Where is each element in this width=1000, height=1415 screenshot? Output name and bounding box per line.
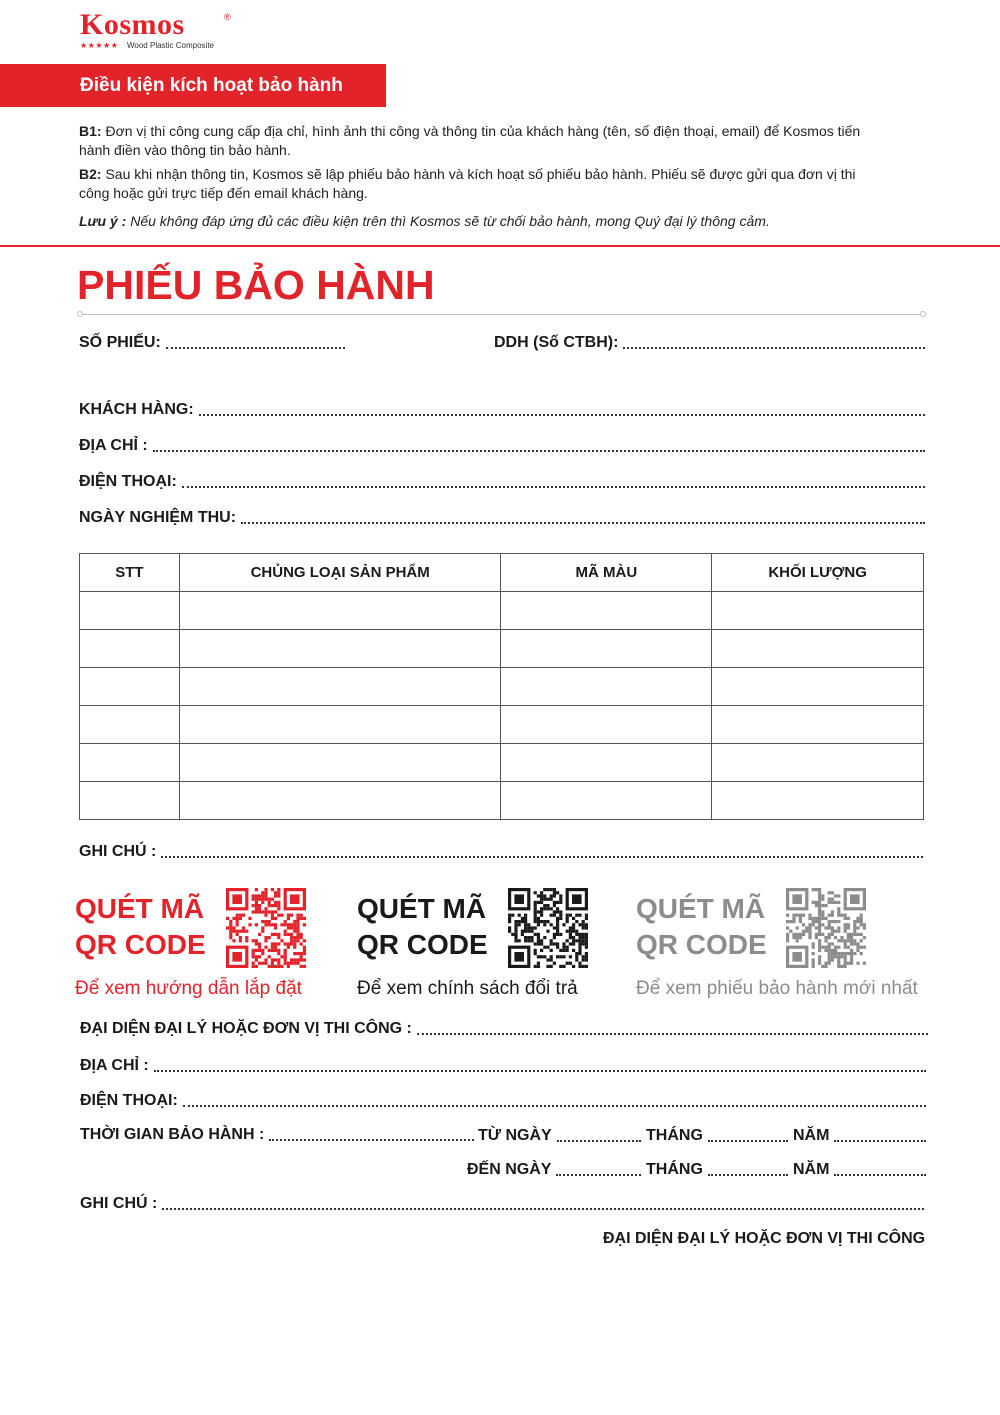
so-phieu-label: SỐ PHIẾU: [79, 334, 161, 351]
den-nam-label: NĂM [793, 1161, 830, 1178]
dia-chi-field[interactable] [79, 434, 925, 456]
dai-dien-label: ĐẠI DIỆN ĐẠI LÝ HOẶC ĐƠN VỊ THI CÔNG : [80, 1020, 412, 1037]
dealer-dia-chi-field[interactable] [80, 1054, 926, 1076]
ddh-dots [623, 347, 925, 349]
dai-dien-field[interactable] [80, 1017, 928, 1039]
tu-thang-field[interactable] [646, 1124, 788, 1146]
table-cell[interactable] [80, 630, 180, 668]
header-color-code: MÃ MÀU [501, 554, 712, 592]
dia-chi-label: ĐỊA CHỈ : [79, 437, 148, 454]
table-row [80, 592, 924, 630]
dealer-dien-thoai-label: ĐIỆN THOẠI: [80, 1092, 178, 1109]
step-2-label: B2: [79, 166, 102, 182]
table-cell[interactable] [501, 668, 712, 706]
table-cell[interactable] [501, 706, 712, 744]
dealer-dia-chi-label: ĐỊA CHỈ : [80, 1057, 149, 1074]
table-cell[interactable] [179, 744, 501, 782]
qr-block-warranty [636, 891, 767, 963]
dien-thoai-dots [182, 486, 925, 488]
condition-note [79, 212, 899, 230]
tu-nam-field[interactable] [793, 1124, 926, 1146]
table-cell[interactable] [80, 782, 180, 820]
tu-ngay-dots [557, 1140, 641, 1142]
dealer-ghi-chu-label: GHI CHÚ : [80, 1195, 158, 1212]
signature-label: ĐẠI DIỆN ĐẠI LÝ HOẶC ĐƠN VỊ THI CÔNG [603, 1230, 926, 1247]
so-phieu-field[interactable] [79, 331, 345, 353]
den-ngay-field[interactable] [467, 1158, 641, 1180]
qr-scan-line: QUÉT MÃ [75, 893, 205, 924]
rule-end-left [77, 311, 83, 317]
dealer-dia-chi-dots [154, 1070, 926, 1072]
thoi-gian-dots [269, 1139, 474, 1141]
table-row [80, 782, 924, 820]
ngay-nghiem-thu-field[interactable] [79, 506, 925, 528]
table-cell[interactable] [80, 592, 180, 630]
note-label: Lưu ý : [79, 213, 127, 229]
dealer-dien-thoai-dots [183, 1105, 926, 1107]
table-row [80, 630, 924, 668]
qr-block-return [357, 891, 488, 963]
tu-thang-label: THÁNG [646, 1127, 703, 1144]
table-cell[interactable] [80, 706, 180, 744]
dealer-dien-thoai-field[interactable] [80, 1089, 926, 1111]
conditions-banner-title: Điều kiện kích hoạt bảo hành [80, 75, 343, 96]
dealer-ghi-chu-field[interactable] [80, 1192, 924, 1214]
table-cell[interactable] [179, 592, 501, 630]
ngay-nghiem-thu-label: NGÀY NGHIỆM THU: [79, 509, 237, 526]
dia-chi-dots [153, 450, 925, 452]
logo-stars: ★★★★★ [80, 41, 119, 50]
den-nam-dots [834, 1174, 926, 1176]
logo-tagline: Wood Plastic Composite [127, 41, 214, 50]
table-cell[interactable] [80, 744, 180, 782]
khach-hang-dots [199, 414, 925, 416]
section-divider [0, 245, 1000, 247]
ddh-label: DDH (Số CTBH): [494, 334, 619, 351]
tu-nam-dots [834, 1140, 926, 1142]
den-ngay-dots [556, 1174, 641, 1176]
tu-thang-dots [708, 1140, 788, 1142]
table-cell[interactable] [712, 592, 924, 630]
step-1-label: B1: [79, 123, 102, 139]
step-1-text: Đơn vị thi công cung cấp địa chỉ, hình ảnh thi công và thông tin của khách hàng (tên, số điện thoại, email) để Kosmos tiến hành điền vào thông tin bảo hành. [79, 123, 861, 158]
tu-ngay-label: TỪ NGÀY [478, 1127, 552, 1144]
khach-hang-field[interactable] [79, 398, 925, 420]
qr-block-install [75, 891, 206, 963]
dien-thoai-label: ĐIỆN THOẠI: [79, 473, 177, 490]
header-stt: STT [80, 554, 180, 592]
condition-step-2 [79, 165, 879, 202]
table-row [80, 668, 924, 706]
qr-code-return-icon[interactable] [508, 888, 588, 968]
table-cell[interactable] [501, 744, 712, 782]
qr-code-install-icon[interactable] [226, 888, 306, 968]
table-cell[interactable] [80, 668, 180, 706]
table-cell[interactable] [501, 592, 712, 630]
qr-caption-install: Để xem hướng dẫn lắp đặt [75, 978, 302, 999]
table-cell[interactable] [179, 630, 501, 668]
qr-scan-line: QUÉT MÃ [357, 893, 487, 924]
ghi-chu-dots [161, 856, 923, 858]
note-text: Nếu không đáp ứng đủ các điều kiện trên thì Kosmos sẽ từ chối bảo hành, mong Quý đại lý thông cảm. [126, 213, 770, 229]
table-cell[interactable] [179, 668, 501, 706]
dien-thoai-field[interactable] [79, 470, 925, 492]
title-underline [80, 314, 926, 315]
form-title: PHIẾU BẢO HÀNH [77, 262, 435, 308]
registered-mark: ® [224, 12, 231, 22]
so-phieu-dots [166, 347, 345, 349]
table-cell[interactable] [712, 668, 924, 706]
ghi-chu-field[interactable] [79, 840, 923, 862]
den-thang-dots [708, 1174, 788, 1176]
thoi-gian-field[interactable] [80, 1123, 474, 1145]
header-quantity: KHỐI LƯỢNG [712, 554, 924, 592]
table-cell[interactable] [712, 744, 924, 782]
dealer-ghi-chu-dots [162, 1208, 924, 1210]
thoi-gian-label: THỜI GIAN BẢO HÀNH : [80, 1126, 265, 1143]
tu-nam-label: NĂM [793, 1127, 830, 1144]
table-cell[interactable] [712, 630, 924, 668]
tu-ngay-field[interactable] [478, 1124, 641, 1146]
table-cell[interactable] [179, 782, 501, 820]
step-2-text: Sau khi nhận thông tin, Kosmos sẽ lập phiếu bảo hành và kích hoạt số phiếu bảo hành. Phiếu sẽ được gửi qua đơn vị thi công hoặc gửi trực tiếp đến email khách hàng. [79, 166, 856, 201]
den-ngay-label: ĐẾN NGÀY [467, 1161, 552, 1178]
qr-code-line: QR CODE [75, 929, 206, 960]
table-cell[interactable] [501, 630, 712, 668]
qr-caption-warranty: Để xem phiếu bảo hành mới nhất [636, 978, 918, 999]
den-thang-field[interactable] [646, 1158, 788, 1180]
brand-logo: Kosmos [80, 8, 185, 41]
qr-code-warranty-icon[interactable] [786, 888, 866, 968]
qr-caption-return: Để xem chính sách đổi trả [357, 978, 578, 999]
ngay-nghiem-thu-dots [241, 522, 925, 524]
ddh-field[interactable] [494, 331, 925, 353]
table-cell[interactable] [501, 782, 712, 820]
rule-end-right [920, 311, 926, 317]
table-cell[interactable] [179, 706, 501, 744]
dai-dien-dots [417, 1033, 928, 1035]
table-row [80, 744, 924, 782]
table-header-row [80, 554, 924, 592]
header-product-type: CHỦNG LOẠI SẢN PHẨM [179, 554, 501, 592]
qr-code-line: QR CODE [636, 929, 767, 960]
den-nam-field[interactable] [793, 1158, 926, 1180]
qr-code-line: QR CODE [357, 929, 488, 960]
table-cell[interactable] [712, 782, 924, 820]
product-table [79, 553, 924, 820]
table-row [80, 706, 924, 744]
qr-scan-line: QUÉT MÃ [636, 893, 766, 924]
condition-step-1 [79, 122, 879, 159]
table-cell[interactable] [712, 706, 924, 744]
ghi-chu-label: GHI CHÚ : [79, 843, 157, 860]
den-thang-label: THÁNG [646, 1161, 703, 1178]
khach-hang-label: KHÁCH HÀNG: [79, 401, 194, 418]
